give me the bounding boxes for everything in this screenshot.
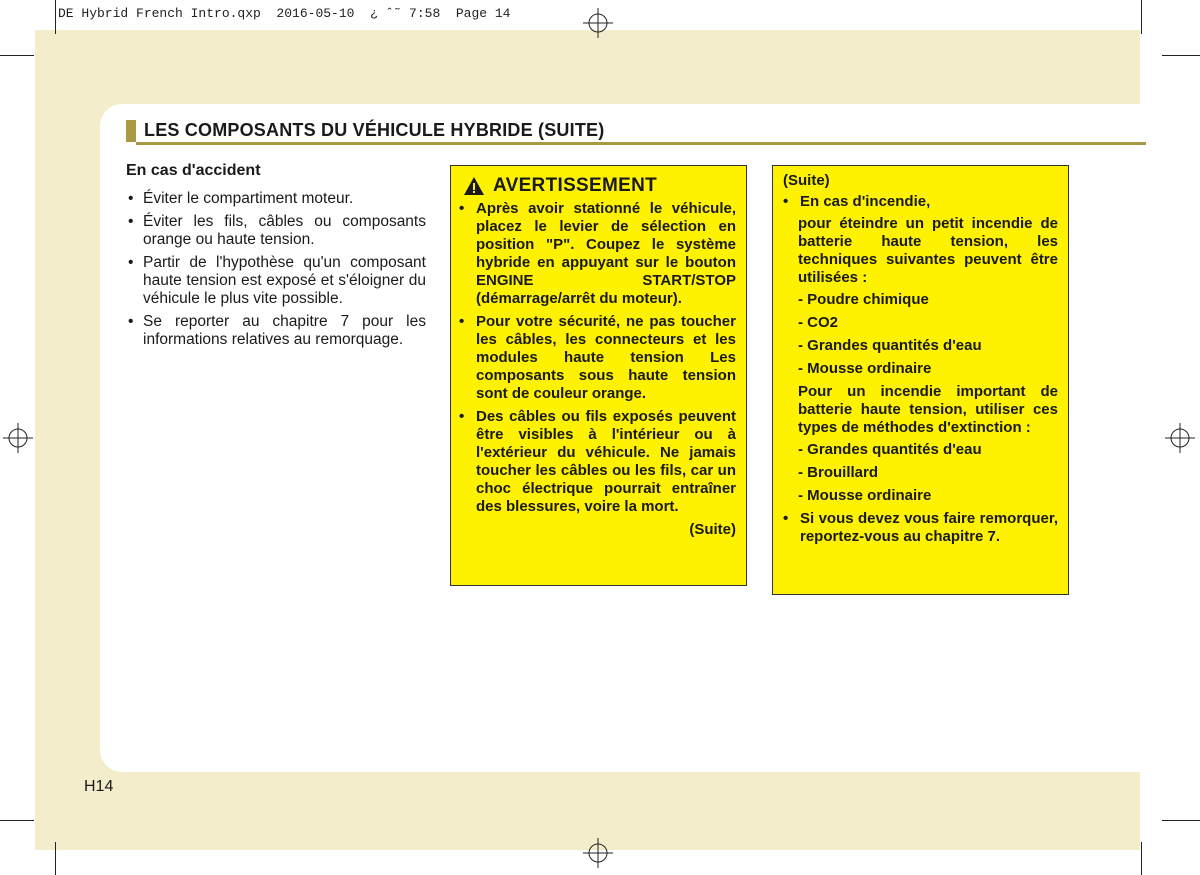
registration-mark [3,423,33,453]
accident-list [126,190,426,349]
small-fire-intro: pour éteindre un petit incendie de batterie haute tension, les techniques suivantes peuvent être utilisées : [798,215,1058,286]
accident-item: • Se reporter au chapitre 7 pour les informations relatives au remorquage. [126,313,426,349]
crop-mark [1162,820,1200,821]
registration-mark [583,838,613,868]
accident-heading: En cas d'accident [126,162,261,179]
warning-triangle-icon [463,176,485,196]
accident-item: • Partir de l'hypothèse qu'un composant haute tension est exposé et s'éloigner du véhicule le plus vite possible. [126,254,426,308]
warning-item: • Des câbles ou fils exposés peuvent être visibles à l'intérieur ou à l'extérieur du véhicule. Ne jamais toucher les câbles ou les fils, car un choc électrique pourrait entraîner des blessures, voire la mort. [459,408,736,516]
small-fire-item: - Mousse ordinaire [798,360,932,377]
warning-item: • Après avoir stationné le véhicule, placez le levier de sélection en position "P". Coupez le système hybride en appuyant sur le bouton ENGINE START/STOP (démarrage/arrêt du moteur). [459,200,736,308]
warning-list [459,200,736,516]
page-number: H14 [84,778,114,795]
large-fire-item: - Mousse ordinaire [798,487,932,504]
crop-mark [0,820,34,821]
section-title-bar [126,118,1146,144]
crop-mark [1162,55,1200,56]
large-fire-item: - Brouillard [798,464,879,481]
small-fire-item: - CO2 [798,314,839,331]
section-title: LES COMPOSANTS DU VÉHICULE HYBRIDE (SUITE) [144,120,605,140]
registration-mark [1165,423,1195,453]
warning-header [459,176,736,196]
warning-title: AVERTISSEMENT [493,175,658,196]
crop-mark [0,55,34,56]
registration-mark [583,8,613,38]
fire-bullet-incendie [783,193,1058,211]
small-fire-item: - Poudre chimique [798,291,929,308]
accident-section [126,162,426,354]
warning-continued: (Suite) [689,521,736,538]
warning-item: • Pour votre sécurité, ne pas toucher les câbles, les connecteurs et les modules haute tension Les composants sous haute tension sont de couleur orange. [459,313,736,403]
accident-item: • Éviter le compartiment moteur. [126,190,426,208]
crop-mark [1141,0,1142,34]
crop-mark [1141,842,1142,875]
large-fire-intro: Pour un incendie important de batterie haute tension, utiliser ces types de méthodes d'extinction : [798,383,1058,436]
warning-box [450,165,747,586]
title-underline [136,142,1146,145]
title-accent-bar [126,120,136,142]
crop-mark [55,842,56,875]
accident-item: • Éviter les fils, câbles ou composants orange ou haute tension. [126,213,426,249]
small-fire-item: - Grandes quantités d'eau [798,337,982,354]
fire-list [783,193,1058,211]
fire-list-tow [783,510,1058,546]
print-slug: DE Hybrid French Intro.qxp 2016-05-10 ¿ ˆ˜ 7:58 Page 14 [58,6,511,21]
fire-bullet-towing: • Si vous devez vous faire remorquer, reportez-vous au chapitre 7. [783,510,1058,546]
large-fire-item: - Grandes quantités d'eau [798,441,982,458]
fire-bullet-text: En cas d'incendie, [800,193,931,210]
fire-box [772,165,1069,595]
fire-continued: (Suite) [783,172,830,189]
crop-mark [55,0,56,34]
